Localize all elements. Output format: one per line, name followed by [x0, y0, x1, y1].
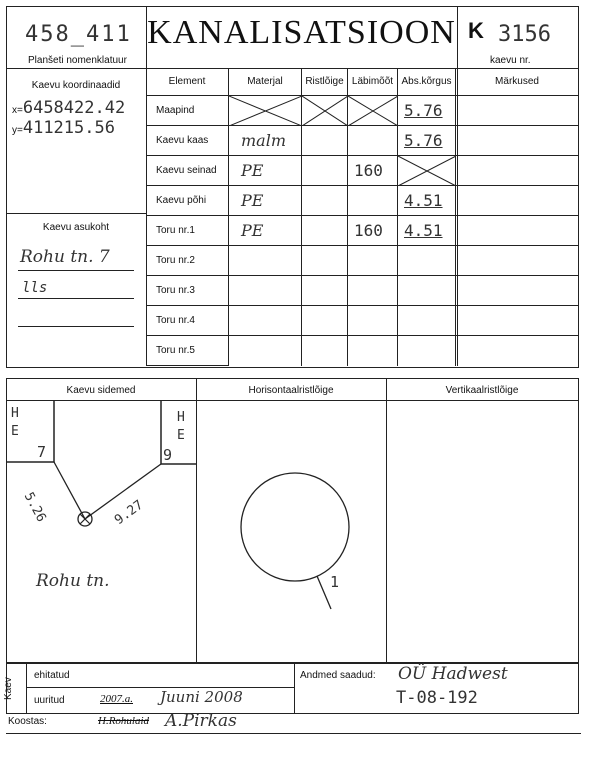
data-from-company: OÜ Hadwest: [398, 664, 508, 684]
location-divider: [6, 213, 146, 214]
table-row-element: Toru nr.2: [146, 246, 229, 276]
coordinates-y-prefix: y=: [12, 125, 23, 136]
table-cell-notes: [456, 186, 578, 216]
table-row-element: Maapind: [146, 96, 229, 126]
footer-side-label: Kaev: [3, 677, 14, 700]
table-cell-abs: 5.76: [398, 126, 456, 156]
table-cell-abs: 5.76: [398, 96, 456, 126]
table-cell-notes: [456, 156, 578, 186]
table-header-5: Märkused: [456, 68, 578, 96]
table-cell-notes: [456, 306, 578, 336]
left-house-e: E: [11, 424, 19, 439]
table-cell-material: [229, 306, 302, 336]
data-from-code: T-08-192: [396, 688, 478, 708]
table-row-element: Kaevu kaas: [146, 126, 229, 156]
table-header-2: Ristlõige: [302, 68, 348, 96]
well-symbol-icon: [78, 512, 92, 526]
na-cross-mark-icon: [302, 96, 348, 126]
table-cell-cross: [302, 246, 348, 276]
right-house-e: E: [177, 428, 185, 443]
tie-line-left: [54, 462, 85, 519]
table-cell-diameter: [348, 336, 398, 366]
table-row-element: Toru nr.3: [146, 276, 229, 306]
horizontal-section-sketch: [197, 401, 386, 663]
table-cell-cross: [302, 216, 348, 246]
location-line-2: lls: [22, 280, 48, 296]
table-cell-notes: [456, 246, 578, 276]
table-header-0: Element: [146, 68, 229, 96]
table-cell-abs: [398, 276, 456, 306]
well-number: 3156: [498, 22, 551, 47]
table-cell-abs: 4.51: [398, 186, 456, 216]
table-row-element: Toru nr.5: [146, 336, 229, 366]
table-cell-cross: [302, 336, 348, 366]
table-header-4: Abs.kõrgus: [398, 68, 456, 96]
right-house-h: H: [177, 410, 185, 425]
page-title: KANALISATSIOON: [147, 14, 456, 51]
table-row-element: Kaevu põhi: [146, 186, 229, 216]
built-label: ehitatud: [34, 670, 70, 681]
nomenclature-value: 458_411: [25, 22, 132, 47]
well-number-label: kaevu nr.: [490, 55, 531, 66]
coordinates-x-prefix: x=: [12, 105, 23, 116]
street-name: Rohu tn.: [36, 571, 110, 591]
surveyed-label: uuritud: [34, 695, 65, 706]
table-cell-material: PE: [229, 186, 302, 216]
coordinates-x-value: 6458422.42: [22, 98, 126, 118]
element-table: [146, 68, 578, 366]
table-cell-material: PE: [229, 216, 302, 246]
table-cell-diameter: 160: [348, 216, 398, 246]
pipe-number: 1: [330, 573, 340, 591]
coordinates-y-value: 411215.56: [22, 118, 115, 138]
pipe-line: [317, 576, 331, 609]
compiled-printed: H.Rohulaid: [98, 715, 150, 727]
table-row-element: Kaevu seinad: [146, 156, 229, 186]
left-house-number: 7: [37, 443, 47, 461]
table-cell-cross: [302, 126, 348, 156]
right-house-number: 9: [163, 446, 173, 464]
table-cell-abs: [398, 306, 456, 336]
surveyed-year: 2007.a.: [100, 693, 133, 705]
table-cell-notes: [456, 216, 578, 246]
table-cell-material: [229, 246, 302, 276]
table-cell-diameter: 160: [348, 156, 398, 186]
table-cell-notes: [456, 336, 578, 366]
coordinates-y: [12, 118, 115, 138]
table-cell-material: malm: [229, 126, 302, 156]
left-house-h: H: [11, 406, 19, 421]
well-ties-sketch: [6, 401, 196, 663]
table-cell-material: [229, 276, 302, 306]
table-cell-cross: [302, 186, 348, 216]
distance-right: 9.27: [112, 497, 147, 529]
table-header-1: Materjal: [229, 68, 302, 96]
na-cross-mark-icon: [398, 156, 456, 186]
compiled-underline: [6, 733, 581, 734]
na-cross-mark-icon: [348, 96, 398, 126]
table-header-3: Läbimõõt: [348, 68, 398, 96]
footer-col-divider: [294, 662, 295, 713]
location-label: Kaevu asukoht: [42, 222, 110, 233]
location-underline-1: [18, 270, 134, 271]
well-circle: [241, 473, 349, 581]
table-cell-abs: [398, 336, 456, 366]
distance-left: 5.26: [20, 490, 49, 525]
location-underline-3: [18, 326, 134, 327]
table-cell-diameter: [348, 246, 398, 276]
horizontal-section-label: Horisontaalristlõige: [248, 385, 334, 396]
table-cell-diameter: [348, 126, 398, 156]
table-cell-diameter: [348, 276, 398, 306]
vertical-section-label: Vertikaalristlõige: [445, 385, 519, 396]
table-cell-abs: [398, 246, 456, 276]
compiled-handwritten: A.Pirkas: [165, 711, 237, 731]
table-cell-material: [229, 336, 302, 366]
location-underline-2: [18, 298, 134, 299]
nomenclature-label: Planšeti nomenklatuur: [28, 55, 127, 66]
coordinates-x: [12, 98, 125, 118]
data-from-label: Andmed saadud:: [300, 670, 376, 681]
well-prefix: K: [468, 18, 484, 43]
location-line-1: Rohu tn. 7: [20, 247, 110, 267]
table-cell-notes: [456, 276, 578, 306]
na-cross-mark-icon: [229, 96, 302, 126]
table-cell-notes: [456, 126, 578, 156]
table-cell-material: PE: [229, 156, 302, 186]
ties-label: Kaevu sidemed: [66, 385, 136, 396]
table-row-element: Toru nr.1: [146, 216, 229, 246]
table-cell-cross: [302, 276, 348, 306]
compiled-label: Koostas:: [8, 716, 47, 727]
table-cell-notes: [456, 96, 578, 126]
table-cell-cross: [302, 156, 348, 186]
coordinates-label: Kaevu koordinaadid: [31, 80, 121, 91]
table-cell-abs: 4.51: [398, 216, 456, 246]
table-cell-diameter: [348, 306, 398, 336]
table-cell-diameter: [348, 186, 398, 216]
surveyed-date: Juuni 2008: [160, 688, 243, 706]
table-row-element: Toru nr.4: [146, 306, 229, 336]
table-cell-cross: [302, 306, 348, 336]
sketch-divider-2: [386, 378, 387, 664]
